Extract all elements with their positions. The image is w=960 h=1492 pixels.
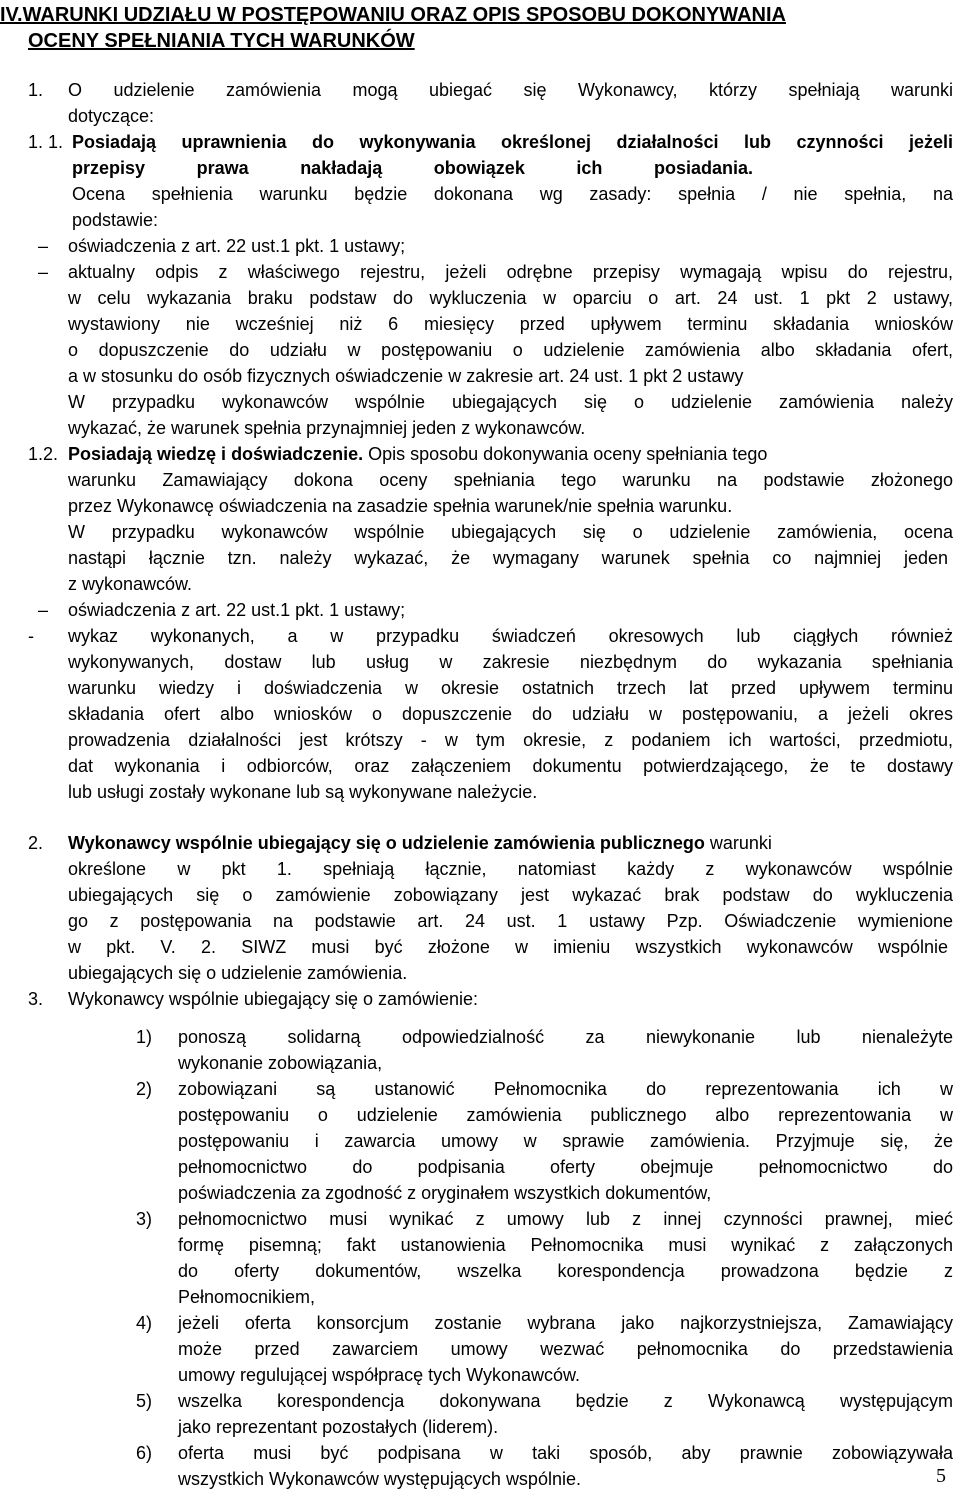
paragraph-line: warunku Zamawiający dokona oceny spełniania tego warunku na podstawie złożonego	[68, 470, 953, 490]
paragraph-line: W przypadku wykonawców wspólnie ubiegających się o udzielenie zamówienia, ocena	[68, 522, 953, 542]
section-title-line-2: OCENY SPEŁNIANIA TYCH WARUNKÓW	[28, 30, 415, 52]
paragraph-line	[68, 441, 953, 467]
bullet-text: wykaz wykonanych, a w przypadku świadczeń okresowych lub ciągłych również	[68, 626, 953, 646]
bullet-text: a w stosunku do osób fizycznych oświadczenie w zakresie art. 24 ust. 1 pkt 2 ustawy	[68, 366, 744, 386]
item-number: 1.2.	[28, 444, 59, 464]
paragraph-line: z wykonawców.	[68, 574, 193, 594]
paragraph-line: ubiegających się o zamówienie zobowiązany jest wykazać brak podstaw do wykluczenia	[68, 885, 953, 905]
bullet-text: warunku wiedzy i doświadczenia w okresie ostatnich trzech lat przed upływem terminu	[68, 678, 953, 698]
list-item-line: wszystkich Wykonawców występujących wspólnie.	[178, 1469, 581, 1489]
list-item-line: postępowaniu o udzielenie zamówienia publicznego albo reprezentowania w	[178, 1105, 953, 1125]
bullet-text: W przypadku wykonawców wspólnie ubiegających się o udzielenie zamówienia należy	[68, 392, 953, 412]
bullet-text: wykonywanych, dostaw lub usług w zakresie niezbędnym do wykazania spełniania	[68, 652, 953, 672]
paragraph-line: w pkt. V. 2. SIWZ musi być złożone w imieniu wszystkich wykonawców wspólnie	[68, 937, 948, 957]
bullet-text: oświadczenia z art. 22 ust.1 pkt. 1 ustawy;	[68, 600, 406, 620]
item-number: 1. 1.	[28, 132, 64, 152]
bold-heading-line: Posiadają uprawnienia do wykonywania określonej działalności lub czynności jeżeli	[72, 132, 953, 152]
list-item-number: 6)	[136, 1443, 153, 1463]
paragraph-line: określone w pkt 1. spełniają łącznie, natomiast każdy z wykonawców wspólnie	[68, 859, 953, 879]
list-item-line: jeżeli oferta konsorcjum zostanie wybrana jako najkorzystniejsza, Zamawiający	[178, 1313, 953, 1333]
list-item-line: wykonanie zobowiązania,	[178, 1053, 383, 1073]
item-number: 3.	[28, 989, 44, 1009]
list-item-line: poświadczenia za zgodność z oryginałem wszystkich dokumentów,	[178, 1183, 712, 1203]
list-item-line: może przed zawarciem umowy wezwać pełnomocnika do przedstawienia	[178, 1339, 953, 1359]
list-item-number: 5)	[136, 1391, 153, 1411]
list-item-line: jako reprezentant pozostałych (liderem).	[178, 1417, 499, 1437]
list-item-line: pełnomocnictwo musi wynikać z umowy lub z innej czynności prawnej, mieć	[178, 1209, 953, 1229]
item-number: 2.	[28, 833, 44, 853]
list-item-number: 4)	[136, 1313, 153, 1333]
paragraph-line: Wykonawcy wspólnie ubiegający się o zamówienie:	[68, 989, 479, 1009]
bullet-text: oświadczenia z art. 22 ust.1 pkt. 1 ustawy;	[68, 236, 406, 256]
list-item-number: 3)	[136, 1209, 153, 1229]
bullet-text: dat wykonania i odbiorców, oraz załączeniem dokumentu potwierdzającego, że te dostawy	[68, 756, 953, 776]
paragraph-line: Ocena spełnienia warunku będzie dokonana wg zasady: spełnia / nie spełnia, na	[72, 184, 953, 204]
paragraph-text: Opis sposobu dokonywania oceny spełniania tego	[363, 444, 768, 464]
list-item-number: 2)	[136, 1079, 153, 1099]
list-item-line: ponoszą solidarną odpowiedzialność za niewykonanie lub nienależyte	[178, 1027, 953, 1047]
paragraph-line: ubiegających się o udzielenie zamówienia.	[68, 963, 408, 983]
section-title-line-1: IV.WARUNKI UDZIAŁU W POSTĘPOWANIU ORAZ OPIS SPOSOBU DOKONYWANIA	[0, 4, 786, 26]
dash-bullet: –	[38, 262, 49, 282]
dash-bullet: –	[38, 236, 49, 256]
list-item-line: wszelka korespondencja dokonywana będzie z Wykonawcą występującym	[178, 1391, 953, 1411]
bullet-text: lub usługi zostały wykonane lub są wykonywane należycie.	[68, 782, 538, 802]
list-item-number: 1)	[136, 1027, 153, 1047]
paragraph-line: podstawie:	[72, 210, 159, 230]
bullet-text: w celu wykazania braku podstaw do wykluczenia w oparciu o art. 24 ust. 1 pkt 2 ustawy,	[68, 288, 953, 308]
bullet-text: wykazać, że warunek spełnia przynajmniej jeden z wykonawców.	[68, 418, 586, 438]
paragraph-text: warunki	[704, 833, 772, 853]
paragraph-line: przez Wykonawcę oświadczenia na zasadzie spełnia warunek/nie spełnia warunku.	[68, 496, 733, 516]
paragraph-line	[68, 830, 953, 856]
paragraph-line: O udzielenie zamówienia mogą ubiegać się Wykonawcy, którzy spełniają warunki	[68, 80, 953, 100]
bullet-text: wystawiony nie wcześniej niż 6 miesięcy przed upływem terminu składania wniosków	[68, 314, 953, 334]
list-item-line: Pełnomocnikiem,	[178, 1287, 316, 1307]
hyphen-bullet: -	[28, 626, 34, 646]
list-item-line: oferta musi być podpisana w taki sposób, aby prawnie zobowiązywała	[178, 1443, 953, 1463]
list-item-line: formę pisemną; fakt ustanowienia Pełnomocnika musi wynikać z załączonych	[178, 1235, 953, 1255]
bullet-text: prowadzenia działalności jest krótszy - w tym okresie, z podaniem ich wartości, przedmiotu,	[68, 730, 953, 750]
list-item-line: umowy regulującej współpracę tych Wykonawców.	[178, 1365, 581, 1385]
bullet-text: składania ofert albo wniosków o dopuszczenie do udziału w postępowaniu, a jeżeli okres	[68, 704, 953, 724]
bold-heading-line: przepisy prawa nakładają obowiązek ich posiadania.	[72, 158, 753, 178]
item-number: 1.	[28, 80, 44, 100]
bullet-text: aktualny odpis z właściwego rejestru, jeżeli odrębne przepisy wymagają wpisu do rejestru,	[68, 262, 953, 282]
list-item-line: pełnomocnictwo do podpisania oferty obejmuje pełnomocnictwo do	[178, 1157, 953, 1177]
bold-heading: Posiadają wiedzę i doświadczenie.	[68, 444, 364, 464]
dash-bullet: –	[38, 600, 49, 620]
bold-heading: Wykonawcy wspólnie ubiegający się o udzielenie zamówienia publicznego	[68, 833, 705, 853]
page-number: 5	[936, 1465, 946, 1487]
paragraph-line: go z postępowania na podstawie art. 24 ust. 1 ustawy Pzp. Oświadczenie wymienione	[68, 911, 953, 931]
list-item-line: postępowaniu i zawarcia umowy w sprawie zamówienia. Przyjmuje się, że	[178, 1131, 953, 1151]
list-item-line: zobowiązani są ustanowić Pełnomocnika do reprezentowania ich w	[178, 1079, 953, 1099]
paragraph-line: nastąpi łącznie tzn. należy wykazać, że wymagany warunek spełnia co najmniej jeden	[68, 548, 948, 568]
bullet-text: o dopuszczenie do udziału w postępowaniu o udzielenie zamówienia albo składania ofert,	[68, 340, 953, 360]
list-item-line: do oferty dokumentów, wszelka korespondencja prowadzona będzie z	[178, 1261, 953, 1281]
paragraph-line: dotyczące:	[68, 106, 155, 126]
